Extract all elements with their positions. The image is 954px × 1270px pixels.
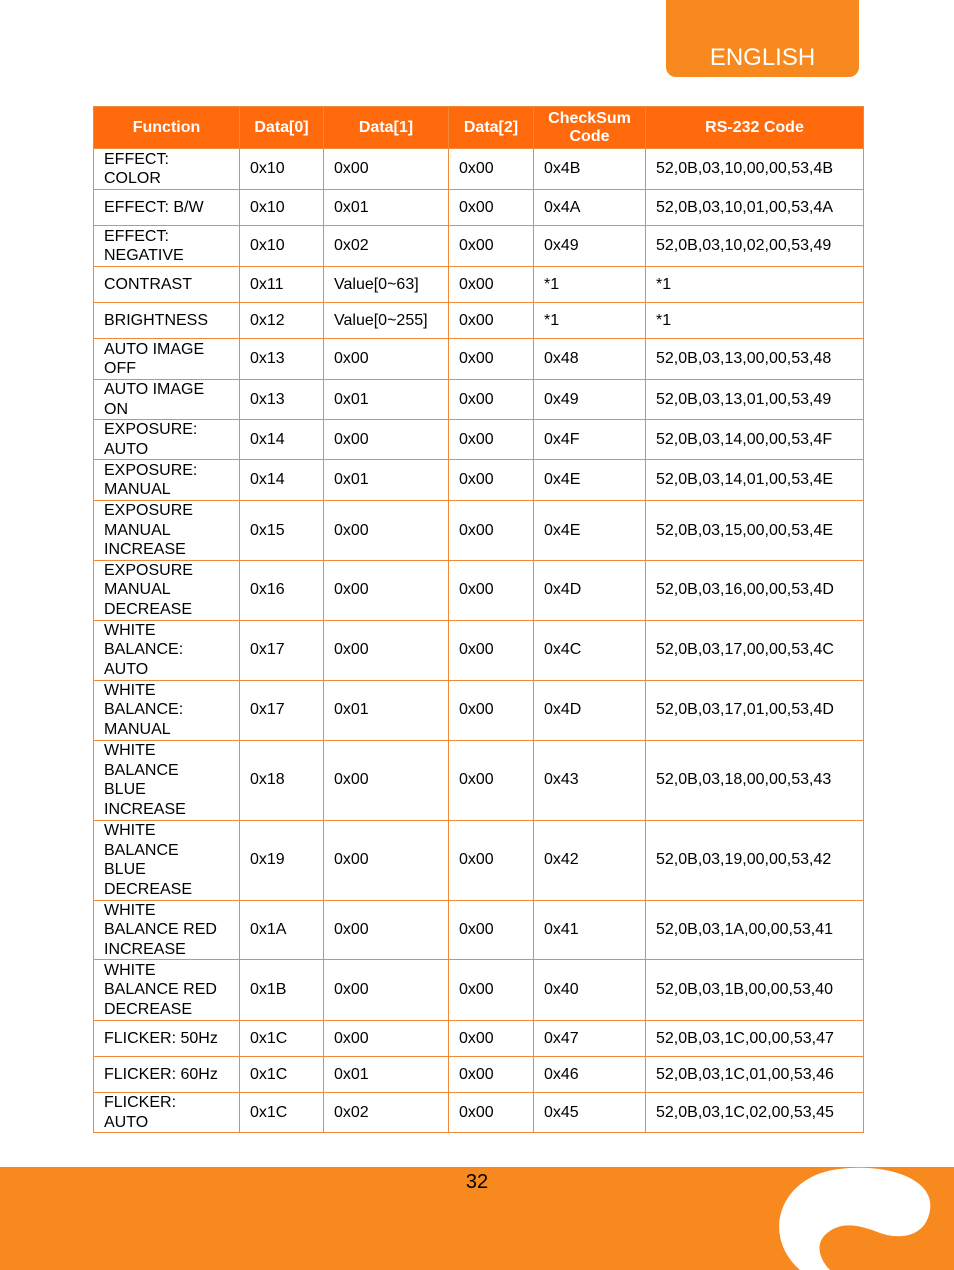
- column-header-rs232-code: RS-232 Code: [646, 107, 864, 149]
- cell-data2: 0x00: [449, 460, 534, 501]
- cell-rs232-code: 52,0B,03,1B,00,00,53,40: [646, 960, 864, 1021]
- cell-data1: 0x01: [324, 460, 449, 501]
- cell-data0: 0x14: [240, 460, 324, 501]
- cell-data2: 0x00: [449, 303, 534, 339]
- table-row: [94, 226, 864, 267]
- cell-function: EXPOSURE MANUAL DECREASE: [94, 560, 240, 620]
- cell-checksum: 0x4E: [534, 501, 646, 561]
- cell-function: WHITE BALANCE: AUTO: [94, 620, 240, 680]
- cell-checksum: 0x4A: [534, 190, 646, 226]
- cell-function: EFFECT: NEGATIVE: [94, 226, 240, 267]
- cell-data0: 0x13: [240, 339, 324, 380]
- language-tab: ENGLISH: [666, 0, 859, 77]
- cell-data1: 0x01: [324, 380, 449, 420]
- cell-function: CONTRAST: [94, 267, 240, 303]
- cell-rs232-code: 52,0B,03,10,00,00,53,4B: [646, 149, 864, 190]
- cell-data1: 0x00: [324, 420, 449, 460]
- cell-rs232-code: 52,0B,03,18,00,00,53,43: [646, 740, 864, 820]
- table-header-row: [94, 107, 864, 149]
- cell-function: EXPOSURE: AUTO: [94, 420, 240, 460]
- cell-data2: 0x00: [449, 740, 534, 820]
- cell-data1: 0x02: [324, 1093, 449, 1133]
- cell-data1: 0x00: [324, 501, 449, 561]
- cell-data2: 0x00: [449, 900, 534, 960]
- cell-data0: 0x10: [240, 226, 324, 267]
- cell-data1: 0x00: [324, 339, 449, 380]
- cell-function: WHITE BALANCE BLUE INCREASE: [94, 740, 240, 820]
- table-row: [94, 620, 864, 680]
- cell-rs232-code: 52,0B,03,17,00,00,53,4C: [646, 620, 864, 680]
- cell-data2: 0x00: [449, 560, 534, 620]
- cell-data0: 0x13: [240, 380, 324, 420]
- cell-rs232-code: 52,0B,03,1C,00,00,53,47: [646, 1021, 864, 1057]
- cell-data0: 0x16: [240, 560, 324, 620]
- cell-rs232-code: 52,0B,03,16,00,00,53,4D: [646, 560, 864, 620]
- table-row: [94, 1021, 864, 1057]
- cell-data2: 0x00: [449, 680, 534, 740]
- cell-data2: 0x00: [449, 1057, 534, 1093]
- cell-rs232-code: 52,0B,03,14,00,00,53,4F: [646, 420, 864, 460]
- table-row: [94, 339, 864, 380]
- cell-data1: 0x00: [324, 1021, 449, 1057]
- table-row: [94, 1057, 864, 1093]
- cell-data2: 0x00: [449, 501, 534, 561]
- cell-function: FLICKER: AUTO: [94, 1093, 240, 1133]
- cell-data0: 0x1C: [240, 1093, 324, 1133]
- column-header-data0: Data[0]: [240, 107, 324, 149]
- cell-rs232-code: 52,0B,03,13,01,00,53,49: [646, 380, 864, 420]
- cell-checksum: 0x49: [534, 226, 646, 267]
- cell-data0: 0x1C: [240, 1021, 324, 1057]
- table-row: [94, 380, 864, 420]
- cell-data1: 0x00: [324, 960, 449, 1021]
- table-row: [94, 740, 864, 820]
- cell-data1: Value[0~63]: [324, 267, 449, 303]
- cell-rs232-code: 52,0B,03,19,00,00,53,42: [646, 820, 864, 900]
- cell-function: BRIGHTNESS: [94, 303, 240, 339]
- cell-checksum: 0x4E: [534, 460, 646, 501]
- cell-data1: Value[0~255]: [324, 303, 449, 339]
- cell-data2: 0x00: [449, 190, 534, 226]
- cell-function: FLICKER: 60Hz: [94, 1057, 240, 1093]
- cell-checksum: *1: [534, 267, 646, 303]
- cell-data2: 0x00: [449, 226, 534, 267]
- cell-data0: 0x1C: [240, 1057, 324, 1093]
- cell-data0: 0x12: [240, 303, 324, 339]
- table-row: [94, 267, 864, 303]
- table-row: [94, 190, 864, 226]
- cell-data2: 0x00: [449, 267, 534, 303]
- cell-rs232-code: 52,0B,03,13,00,00,53,48: [646, 339, 864, 380]
- cell-checksum: 0x42: [534, 820, 646, 900]
- cell-data1: 0x02: [324, 226, 449, 267]
- cell-data0: 0x17: [240, 680, 324, 740]
- cell-checksum: 0x4D: [534, 680, 646, 740]
- column-header-checksum: CheckSum Code: [534, 107, 646, 149]
- cell-rs232-code: 52,0B,03,15,00,00,53,4E: [646, 501, 864, 561]
- table-row: [94, 960, 864, 1021]
- cell-data1: 0x00: [324, 149, 449, 190]
- cell-checksum: 0x40: [534, 960, 646, 1021]
- column-header-data1: Data[1]: [324, 107, 449, 149]
- table-row: [94, 900, 864, 960]
- cell-checksum: 0x46: [534, 1057, 646, 1093]
- page-number: 32: [465, 1171, 489, 1193]
- cell-data1: 0x00: [324, 620, 449, 680]
- cell-checksum: 0x41: [534, 900, 646, 960]
- cell-rs232-code: 52,0B,03,14,01,00,53,4E: [646, 460, 864, 501]
- cell-data1: 0x01: [324, 1057, 449, 1093]
- cell-checksum: 0x45: [534, 1093, 646, 1133]
- table-row: [94, 1093, 864, 1133]
- column-header-data2: Data[2]: [449, 107, 534, 149]
- cell-checksum: 0x49: [534, 380, 646, 420]
- cell-function: EXPOSURE MANUAL INCREASE: [94, 501, 240, 561]
- cell-data2: 0x00: [449, 149, 534, 190]
- cell-checksum: 0x47: [534, 1021, 646, 1057]
- cell-data1: 0x00: [324, 820, 449, 900]
- cell-data0: 0x17: [240, 620, 324, 680]
- cell-data1: 0x00: [324, 900, 449, 960]
- cell-function: EFFECT: COLOR: [94, 149, 240, 190]
- table-row: [94, 560, 864, 620]
- cell-data2: 0x00: [449, 1093, 534, 1133]
- cell-data2: 0x00: [449, 620, 534, 680]
- cell-rs232-code: 52,0B,03,1A,00,00,53,41: [646, 900, 864, 960]
- cell-data2: 0x00: [449, 1021, 534, 1057]
- table-body: [94, 149, 864, 1133]
- cell-rs232-code: 52,0B,03,1C,02,00,53,45: [646, 1093, 864, 1133]
- table-row: [94, 303, 864, 339]
- table-row: [94, 501, 864, 561]
- cell-function: WHITE BALANCE: MANUAL: [94, 680, 240, 740]
- rs232-command-table: [93, 106, 864, 1133]
- cell-rs232-code: 52,0B,03,1C,01,00,53,46: [646, 1057, 864, 1093]
- cell-rs232-code: *1: [646, 267, 864, 303]
- cell-function: EXPOSURE: MANUAL: [94, 460, 240, 501]
- table-row: [94, 680, 864, 740]
- table-row: [94, 460, 864, 501]
- cell-checksum: 0x48: [534, 339, 646, 380]
- cell-data2: 0x00: [449, 380, 534, 420]
- cell-checksum: 0x4B: [534, 149, 646, 190]
- cell-data2: 0x00: [449, 820, 534, 900]
- cell-data0: 0x14: [240, 420, 324, 460]
- cell-data1: 0x00: [324, 560, 449, 620]
- cell-data0: 0x19: [240, 820, 324, 900]
- cell-checksum: 0x4D: [534, 560, 646, 620]
- cell-rs232-code: 52,0B,03,17,01,00,53,4D: [646, 680, 864, 740]
- cell-function: AUTO IMAGE OFF: [94, 339, 240, 380]
- cell-data0: 0x1A: [240, 900, 324, 960]
- cell-data1: 0x00: [324, 740, 449, 820]
- cell-data1: 0x01: [324, 680, 449, 740]
- cell-rs232-code: *1: [646, 303, 864, 339]
- table-row: [94, 820, 864, 900]
- cell-data0: 0x15: [240, 501, 324, 561]
- cell-checksum: 0x4C: [534, 620, 646, 680]
- cell-data0: 0x10: [240, 149, 324, 190]
- cell-rs232-code: 52,0B,03,10,01,00,53,4A: [646, 190, 864, 226]
- cell-function: AUTO IMAGE ON: [94, 380, 240, 420]
- column-header-function: Function: [94, 107, 240, 149]
- table-row: [94, 420, 864, 460]
- table-row: [94, 149, 864, 190]
- cell-function: FLICKER: 50Hz: [94, 1021, 240, 1057]
- cell-data0: 0x18: [240, 740, 324, 820]
- cell-function: WHITE BALANCE BLUE DECREASE: [94, 820, 240, 900]
- cell-function: WHITE BALANCE RED INCREASE: [94, 900, 240, 960]
- cell-rs232-code: 52,0B,03,10,02,00,53,49: [646, 226, 864, 267]
- cell-data0: 0x1B: [240, 960, 324, 1021]
- cell-data1: 0x01: [324, 190, 449, 226]
- cell-function: EFFECT: B/W: [94, 190, 240, 226]
- cell-data2: 0x00: [449, 420, 534, 460]
- cell-data2: 0x00: [449, 960, 534, 1021]
- cell-data0: 0x10: [240, 190, 324, 226]
- cell-data2: 0x00: [449, 339, 534, 380]
- cell-checksum: 0x4F: [534, 420, 646, 460]
- cell-checksum: *1: [534, 303, 646, 339]
- cell-checksum: 0x43: [534, 740, 646, 820]
- cell-data0: 0x11: [240, 267, 324, 303]
- cell-function: WHITE BALANCE RED DECREASE: [94, 960, 240, 1021]
